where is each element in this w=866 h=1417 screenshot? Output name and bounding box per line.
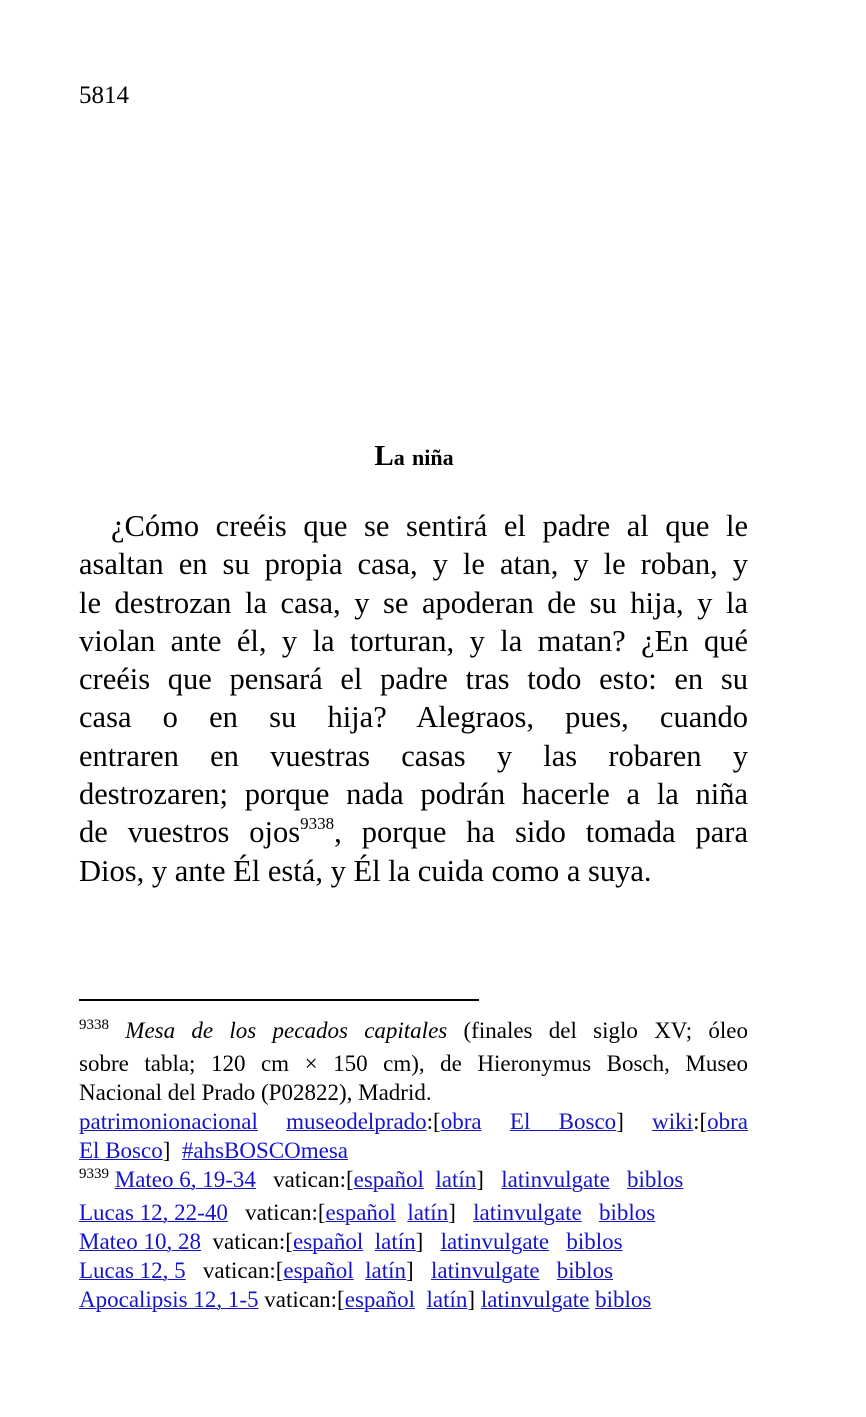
- bible-ref-link[interactable]: Lucas 12, 22-40: [79, 1200, 228, 1225]
- text-segment: :[: [426, 1109, 441, 1134]
- wiki-link[interactable]: wiki: [652, 1109, 694, 1134]
- section-title: [0, 438, 828, 476]
- paragraph-line: creéis que pensará el padre tras todo esto: en su: [79, 662, 748, 697]
- paragraph-line: violan ante él, y la torturan, y la matan? ¿En qué: [79, 623, 748, 658]
- latinvulgate-link[interactable]: latinvulgate: [501, 1167, 610, 1192]
- latinvulgate-link[interactable]: latinvulgate: [430, 1258, 540, 1283]
- paragraph-line: destrozaren; porque nada podrán hacerle a la niña: [79, 777, 748, 812]
- bible-ref-link[interactable]: Lucas 12, 5: [79, 1258, 186, 1283]
- obra-link[interactable]: obra: [440, 1109, 482, 1134]
- latin-link[interactable]: latín: [407, 1200, 449, 1225]
- espanol-link[interactable]: español: [292, 1229, 364, 1254]
- biblos-link[interactable]: biblos: [595, 1287, 652, 1312]
- bible-ref-link[interactable]: Mateo 10, 28: [79, 1229, 202, 1254]
- footnote-number: 9339: [79, 1166, 109, 1182]
- latin-link[interactable]: latín: [435, 1167, 477, 1192]
- bible-ref-row: [79, 1256, 748, 1285]
- bible-ref-row: [79, 1285, 748, 1314]
- text-segment: ]: [616, 1109, 624, 1134]
- biblos-link[interactable]: biblos: [566, 1229, 623, 1254]
- text-segment: vatican:[: [273, 1167, 354, 1192]
- text-segment: vatican:[: [202, 1258, 284, 1283]
- biblos-link[interactable]: biblos: [627, 1167, 684, 1192]
- biblos-link[interactable]: biblos: [598, 1200, 656, 1225]
- text-segment: ]: [415, 1229, 424, 1254]
- patrimonionacional-link[interactable]: patrimonionacional: [79, 1109, 258, 1134]
- footnote-9338-links-line: [79, 1136, 748, 1165]
- latin-link[interactable]: latín: [365, 1258, 407, 1283]
- latinvulgate-link[interactable]: latinvulgate: [473, 1200, 582, 1225]
- text-segment: vatican:[: [245, 1200, 326, 1225]
- text-segment: vatican:[: [264, 1287, 345, 1312]
- museodelprado-link[interactable]: museodelprado: [286, 1109, 427, 1134]
- espanol-link[interactable]: español: [344, 1287, 415, 1312]
- footnote-9338-line: [79, 1016, 748, 1049]
- espanol-link[interactable]: español: [283, 1258, 354, 1283]
- title-rest-first: a: [393, 445, 405, 470]
- latin-link[interactable]: latín: [374, 1229, 416, 1254]
- text-segment: ]: [448, 1200, 456, 1225]
- bible-ref-row: [79, 1198, 748, 1227]
- footnote-separator: [79, 999, 479, 1001]
- page-number: 5814: [79, 82, 129, 109]
- footnote-9338-line: sobre tabla; 120 cm × 150 cm), de Hieronymus Bosch, Museo: [79, 1051, 748, 1076]
- footnote-9338-links-line: [79, 1107, 748, 1136]
- text-segment: ]: [162, 1138, 171, 1163]
- wiki-el-bosco-link[interactable]: El Bosco: [79, 1138, 163, 1163]
- paragraph-line-with-footnote: [79, 813, 748, 851]
- bible-ref-row: [79, 1227, 748, 1256]
- espanol-link[interactable]: español: [353, 1167, 424, 1192]
- text-segment: ]: [406, 1258, 414, 1283]
- artwork-title: Mesa de los pecados capitales: [125, 1018, 448, 1043]
- hashtag-link[interactable]: #ahsBOSCOmesa: [181, 1138, 348, 1163]
- latinvulgate-link[interactable]: latinvulgate: [440, 1229, 550, 1254]
- footnotes: [79, 1016, 748, 1314]
- bible-ref-row: [79, 1165, 748, 1198]
- footnote-number: 9338: [79, 1017, 109, 1033]
- text-segment: (finales del siglo XV; óleo: [447, 1018, 748, 1043]
- text-segment: :[: [693, 1109, 708, 1134]
- el-bosco-link[interactable]: El Bosco: [509, 1109, 617, 1134]
- biblos-link[interactable]: biblos: [556, 1258, 614, 1283]
- paragraph-line: Dios, y ante Él está, y Él la cuida como a suya.: [79, 853, 652, 888]
- footnote-reference[interactable]: 9338: [300, 814, 335, 834]
- paragraph-line: le destrozan la casa, y se apoderan de su hija, y la: [79, 585, 748, 620]
- text-segment: ]: [476, 1167, 484, 1192]
- text-segment: vatican:[: [212, 1229, 293, 1254]
- body-paragraph: [79, 507, 748, 890]
- latinvulgate-link[interactable]: latinvulgate: [480, 1287, 590, 1312]
- paragraph-line: asaltan en su propia casa, y le atan, y le roban, y: [79, 547, 748, 582]
- text-segment: ]: [467, 1287, 476, 1312]
- wiki-obra-link[interactable]: obra: [707, 1109, 748, 1134]
- latin-link[interactable]: latín: [426, 1287, 468, 1312]
- title-rest-second: niña: [412, 445, 454, 470]
- paragraph-line: casa o en su hija? Alegraos, pues, cuando: [79, 700, 748, 735]
- paragraph-line: entraren en vuestras casas y las robaren y: [79, 738, 748, 773]
- espanol-link[interactable]: español: [325, 1200, 396, 1225]
- title-initial: L: [374, 440, 394, 472]
- text-segment: , porque ha sido tomada para: [334, 815, 748, 850]
- paragraph-line: ¿Cómo creéis que se sentirá el padre al que le: [111, 509, 748, 543]
- bible-ref-link[interactable]: Mateo 6, 19-34: [114, 1167, 256, 1192]
- text-segment: de vuestros ojos: [79, 815, 301, 850]
- footnote-9338-line: Nacional del Prado (P02822), Madrid.: [79, 1080, 432, 1105]
- bible-ref-link[interactable]: Apocalipsis 12, 1-5: [79, 1287, 259, 1312]
